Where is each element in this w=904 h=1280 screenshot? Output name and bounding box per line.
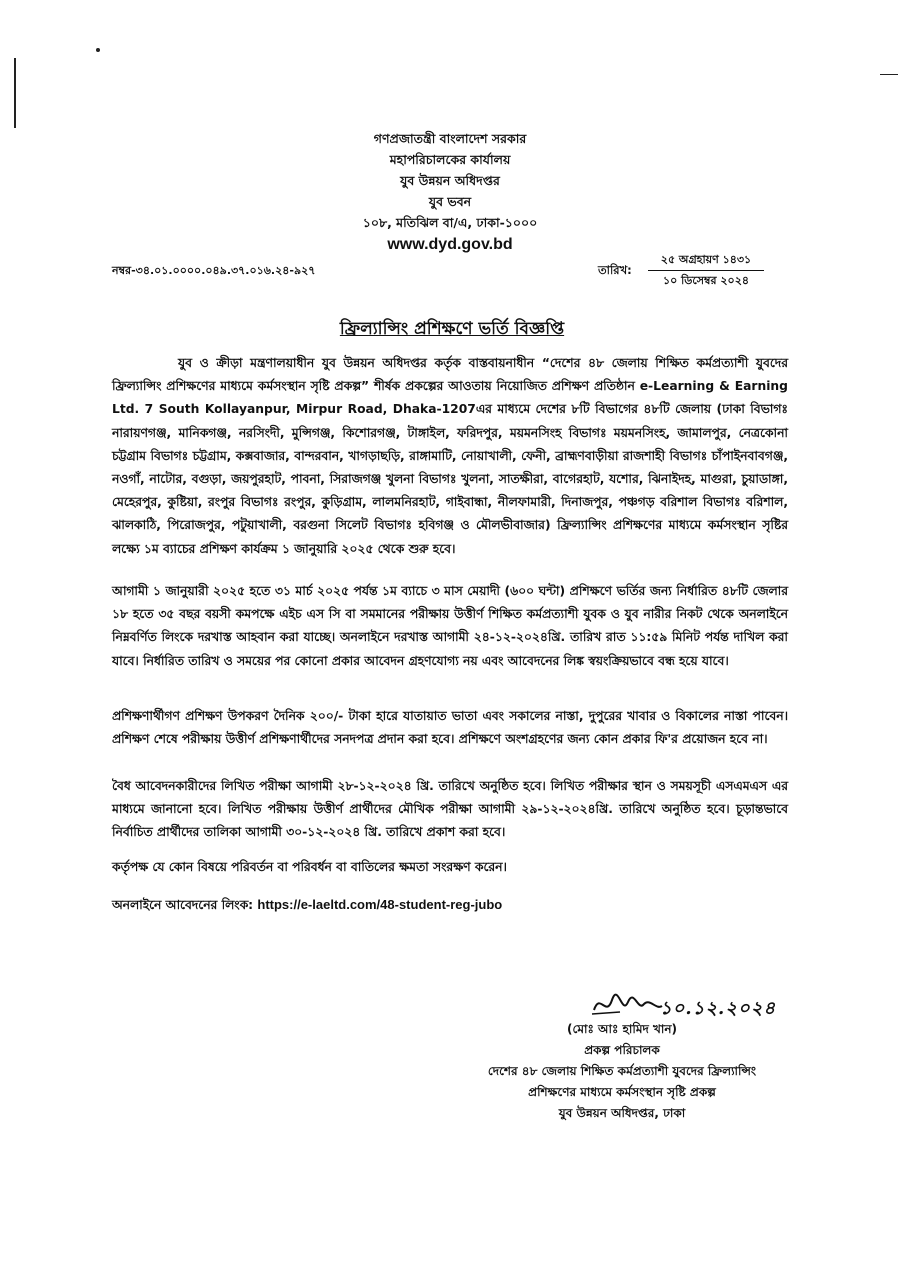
project-name-line2: প্রশিক্ষণের মাধ্যমে কর্মসংস্থান সৃষ্টি প্রকল্প <box>528 1085 716 1099</box>
website-link[interactable]: www.dyd.gov.bd <box>387 236 513 253</box>
date-label: তারিখ: <box>598 263 632 277</box>
signatory-office: যুব উন্নয়ন অধিদপ্তর, ঢাকা <box>558 1106 686 1120</box>
paragraph-exam: বৈধ আবেদনকারীদের লিখিত পরীক্ষা আগামী ২৮-১২-২০২৪ খ্রি. তারিখে অনুষ্ঠিত হবে। লিখিত পরীক্ষার স্থান ও সময়সূচী এসএমএস এর মাধ্যমে জানানো হবে। লিখিত পরীক্ষায় উত্তীর্ণ প্রার্থীদের মৌখিক পরীক্ষা আগামী ২৯-১২-২০২৪খ্রি. তারিখে অনুষ্ঠিত হবে। চূড়ান্তভাবে নির্বাচিত প্রার্থীদের তালিকা আগামী ৩০-১২-২০২৪ খ্রি. তারিখে প্রকাশ করা হবে। <box>112 779 788 840</box>
building-name: যুব ভবন <box>428 194 472 209</box>
date-bangla: ২৫ অগ্রহায়ণ ১৪৩১ <box>660 253 752 266</box>
scan-edge-mark <box>14 58 16 128</box>
handwritten-date: ১০.১২.২০২৪ <box>660 998 777 1019</box>
signature-block <box>440 1019 804 1124</box>
scan-edge-mark <box>96 48 100 52</box>
paragraph-application: আগামী ১ জানুয়ারী ২০২৫ হতে ৩১ মার্চ ২০২৫ পর্যন্ত ১ম ব্যাচে ৩ মাস মেয়াদী (৬০০ ঘন্টা) প্রশিক্ষণে ভর্তির জন্য নির্ধারিত ৪৮টি জেলার ১৮ হতে ৩৫ বছর বয়সী কমপক্ষে এইচ এস সি বা সমমানের পরীক্ষায় উত্তীর্ণ শিক্ষিত কর্মপ্রত্যাশী যুবক ও যুব নারীর নিকট থেকে অনলাইনে নিম্নবর্ণিত লিংকে দরখাস্ত আহবান করা যাচ্ছে। অনলাইনে দরখাস্ত আগামী ২৪-১২-২০২৪খ্রি. তারিখ রাত ১১:৫৯ মিনিট পর্যন্ত দাখিল করা যাবে। নির্ধারিত তারিখ ও সময়ের পর কোনো প্রকার আবেদন গ্রহণযোগ্য নয় এবং আবেদনের লিঙ্ক স্বয়ংক্রিয়ভাবে বন্ধ হয়ে যাবে। <box>112 584 788 668</box>
date-english: ১০ ডিসেম্বর ২০২৪ <box>662 274 749 287</box>
paragraph-allowance: প্রশিক্ষণার্থীগণ প্রশিক্ষণ উপকরণ দৈনিক ২০০/- টাকা হারে যাতায়াত ভাতা এবং সকালের নাস্তা, দুপুরের খাবার ও বিকালের নাস্তা পাবেন। প্রশিক্ষণ শেষে পরীক্ষায় উত্তীর্ণ প্রশিক্ষণার্থীদের সনদপত্র প্রদান করা হবে। প্রশিক্ষণে অংশগ্রহণের জন্য কোন প্রকার ফি'র প্রয়োজন হবে না। <box>112 709 788 747</box>
government-name: গণপ্রজাতন্ত্রী বাংলাদেশ সরকার <box>373 131 527 146</box>
project-name-line1: দেশের ৪৮ জেলায় শিক্ষিত কর্মপ্রত্যাশী যুবদের ফ্রিল্যান্সিং <box>487 1064 757 1078</box>
letterhead <box>250 128 650 257</box>
signatory-designation: প্রকল্প পরিচালক <box>584 1043 660 1057</box>
date-block <box>648 250 764 291</box>
scan-edge-mark <box>880 74 898 75</box>
department-name: যুব উন্নয়ন অধিদপ্তর <box>400 173 500 188</box>
notice-title: ফ্রিল্যান্সিং প্রশিক্ষণে ভর্তি বিজ্ঞপ্তি <box>339 319 565 339</box>
paragraph-intro: যুব ও ক্রীড়া মন্ত্রণালয়াধীন যুব উন্নয়ন অধিদপ্তর কর্তৃক বাস্তবায়নাধীন “দেশের ৪৮ জেলায় শিক্ষিত কর্মপ্রত্যাশী যুবদের ফ্রিল্যান্সিং প্রশিক্ষণের মাধ্যমে কর্মসংস্থান সৃষ্টি প্রকল্প” শীর্ষক প্রকল্পের আওতায় নিয়োজিত প্রশিক্ষণ প্রতিষ্ঠান e-Learning & Earning Ltd. 7 South Kollayanpur, Mirpur Road, Dhaka-1207এর মাধ্যমে দেশের ৮টি বিভাগের ৪৮টি জেলায় (ঢাকা বিভাগঃ নারায়ণগঞ্জ, মানিকগঞ্জ, নরসিংদী, মুন্সিগঞ্জ, কিশোরগঞ্জ, টাঙ্গাইল, ফরিদপুর, ময়মনসিংহ বিভাগঃ ময়মনসিংহ, জামালপুর, নেত্রকোনা চট্টগ্রাম বিভাগঃ চট্টগ্রাম, কক্সবাজার, বান্দরবান, খাগড়াছড়ি, রাঙ্গামাটি, নোয়াখালী, ফেনী, ব্রাহ্মণবাড়ীয়া রাজশাহী বিভাগঃ চাঁপাইনবাবগঞ্জ, নওগাঁ, নাটোর, বগুড়া, জয়পুরহাট, পাবনা, সিরাজগঞ্জ খুলনা বিভাগঃ খুলনা, সাতক্ষীরা, বাগেরহাট, যশোর, ঝিনাইদহ, মাগুরা, চুয়াডাঙ্গা, মেহেরপুর, কুষ্টিয়া, রংপুর বিভাগঃ রংপুর, কুড়িগ্রাম, লালমনিরহাট, গাইবান্ধা, নীলফামারী, দিনাজপুর, পঞ্চগড় বরিশাল বিভাগঃ বরিশাল, ঝালকাঠি, পিরোজপুর, পটুয়াখালী, বরগুনা সিলেট বিভাগঃ হবিগঞ্জ ও মৌলভীবাজার) ফ্রিল্যান্সিং প্রশিক্ষণের মাধ্যমে কর্মসংস্থান সৃষ্টির লক্ষ্যে ১ম ব্যাচের প্রশিক্ষণ কার্যক্রম ১ জানুয়ারি ২০২৫ থেকে শুরু হবে। <box>112 356 788 556</box>
signatory-name: (মোঃ আঃ হামিদ খান) <box>566 1022 677 1036</box>
paragraph-authority: কর্তৃপক্ষ যে কোন বিষয়ে পরিবর্তন বা পরিবর্ধন বা বাতিলের ক্ষমতা সংরক্ষণ করেন। <box>112 860 507 874</box>
link-label: অনলাইনে আবেদনের লিংক: <box>112 898 254 912</box>
paragraph-link <box>112 893 788 917</box>
office-address: ১০৮, মতিঝিল বা/এ, ঢাকা-১০০০ <box>362 215 538 230</box>
memo-number: নম্বর-৩৪.০১.০০০০.০৪৯.৩৭.০১৬.২৪-৯২৭ <box>112 264 316 277</box>
application-link[interactable]: https://e-laeltd.com/48-student-reg-jubo <box>257 897 503 912</box>
office-name: মহাপরিচালকের কার্যালয় <box>389 152 511 167</box>
